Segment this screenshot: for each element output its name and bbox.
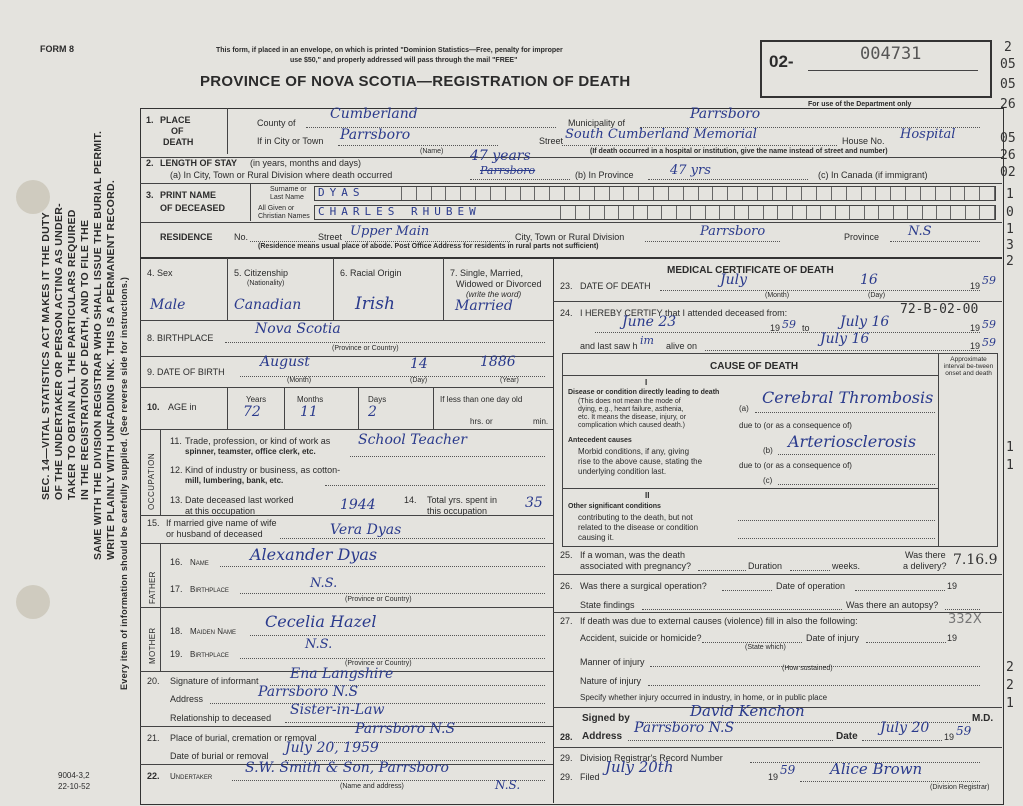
side-instructions-3: TAKER TO OBTAIN ALL THE PARTICULARS REQUIRED xyxy=(66,209,78,500)
last-worked-label-1: Date deceased last worked xyxy=(185,495,294,505)
margin-code-3: 05 xyxy=(1000,77,1016,92)
undertaker-value: S.W. Smith & Son, Parrsboro xyxy=(245,760,449,776)
informant-value: Ena Langshire xyxy=(290,666,394,682)
res-province-label: Province xyxy=(844,232,880,242)
res-city-value: Parrsboro xyxy=(700,224,766,239)
disease-label-4: etc. It means the disease, injury, or xyxy=(578,414,687,421)
date-death-label: DATE OF DEATH xyxy=(580,281,651,291)
given-caption: All Given or xyxy=(258,205,295,212)
antecedent-label-3: rise to the above cause, stating the xyxy=(578,457,703,466)
mother-birth-value: N.S. xyxy=(305,637,333,652)
item-number-18: 18. xyxy=(170,626,183,636)
interval-caption: Approximate interval be-tween onset and death xyxy=(943,356,994,377)
burial-value: Parrsboro N.S xyxy=(355,721,456,737)
md-label: M.D. xyxy=(972,713,994,724)
delivery-label-2: a delivery? xyxy=(903,561,947,571)
registration-prefix: 02- xyxy=(769,52,794,71)
punch-hole-bottom xyxy=(16,585,50,619)
filed-value: July 20th xyxy=(605,758,674,776)
item-number-20: 20. xyxy=(147,676,160,686)
mother-birth-caption: (Province or Country) xyxy=(345,660,412,667)
registration-number: 004731 xyxy=(860,44,922,64)
due-to-label-2: due to (or as a consequence of) xyxy=(739,461,852,470)
annotation-value: 332X xyxy=(948,612,982,627)
margin-code-16: 2 xyxy=(1006,678,1014,693)
dob-year: 1886 xyxy=(480,354,516,370)
margin-code-7: 02 xyxy=(1000,165,1016,180)
age-label: AGE in xyxy=(168,402,197,412)
burial-date-value: July 20, 1959 xyxy=(285,740,379,756)
total-yrs-label-1: Total yrs. spent in xyxy=(427,495,498,505)
other-label-2: contributing to the death, but not xyxy=(578,513,693,522)
operation-year-prefix: 19 xyxy=(947,581,958,591)
margin-code-6: 26 xyxy=(1000,148,1016,163)
death-month-value: July xyxy=(720,272,748,288)
address-28-value: Parrsboro N.S xyxy=(634,720,735,736)
surgical-label: Was there a surgical operation? xyxy=(580,581,707,591)
disease-label-1: Disease or condition directly leading to death xyxy=(568,389,720,396)
street-label: Street xyxy=(539,136,564,146)
of-label: OF xyxy=(171,126,184,136)
father-vertical-label: FATHER xyxy=(148,571,157,604)
sex-label: 4. Sex xyxy=(147,268,173,278)
item-number-21: 21. xyxy=(147,733,160,743)
item-number-12: 12. xyxy=(170,465,183,475)
other-label-4: causing it. xyxy=(578,533,615,542)
item-number-11: 11. xyxy=(170,436,182,446)
margin-code-14: 1 xyxy=(1006,458,1014,473)
death-day-caption: (Day) xyxy=(868,292,886,299)
address-28-label: Address xyxy=(582,731,623,742)
to-year-value: 59 xyxy=(982,318,996,331)
margin-code-12: 2 xyxy=(1006,254,1014,269)
item-number-15: 15. xyxy=(147,518,160,528)
item-number-27: 27. xyxy=(560,616,573,626)
residence-label: RESIDENCE xyxy=(160,232,213,242)
total-yrs-value: 35 xyxy=(525,495,543,511)
res-no-label: No. xyxy=(234,232,249,242)
disease-label-3: dying, e.g., heart failure, asthenia, xyxy=(578,406,684,413)
stay-a-value: 47 years xyxy=(470,148,531,164)
roman-two: II xyxy=(645,491,650,500)
footer-code-1: 9004-3,2 xyxy=(58,771,90,780)
item-number-1: 1. xyxy=(146,115,154,125)
age-years-caption: Years xyxy=(246,395,267,404)
of-deceased-label: OF DECEASED xyxy=(160,203,226,213)
item-number-24: 24. xyxy=(560,308,573,318)
marital-value: Married xyxy=(455,298,513,314)
item-number-28: 28. xyxy=(560,732,573,742)
last-saw-label: and last saw h xyxy=(580,341,638,351)
dob-label: 9. DATE OF BIRTH xyxy=(147,367,225,377)
side-instructions-7: Every item of information should be carefully supplied. (See reverse side for instructions.) xyxy=(119,276,129,690)
informant-address-value: Parrsboro N.S xyxy=(258,684,359,700)
item-number-2: 2. xyxy=(146,158,154,168)
age-days-value: 2 xyxy=(368,404,377,420)
last-name-caption: Last Name xyxy=(270,194,304,201)
father-name-value: Alexander Dyas xyxy=(250,545,378,564)
marital-label-1: 7. Single, Married, xyxy=(450,268,524,278)
age-days-caption: Days xyxy=(368,395,387,404)
footer-code-2: 22-10-52 xyxy=(58,782,91,791)
relationship-value: Sister-in-Law xyxy=(290,702,385,718)
mail-notice-2: use $50," and properly addressed will pass through the mail "FREE" xyxy=(290,57,518,64)
division-registrar-caption: (Division Registrar) xyxy=(930,784,990,791)
street-value: South Cumberland Memorial xyxy=(565,127,757,142)
item-number-14: 14. xyxy=(404,495,417,505)
alive-prefix-value: im xyxy=(640,334,654,347)
death-label: DEATH xyxy=(163,137,194,147)
date-28-year-prefix: 19 xyxy=(944,732,955,742)
state-which-caption: (State which) xyxy=(745,644,786,651)
stamp-code: 72-B-02-00 xyxy=(900,302,979,317)
woman-label-2: associated with pregnancy? xyxy=(580,561,692,571)
undertaker-label: Undertaker xyxy=(170,772,213,781)
city-label: If in City or Town xyxy=(257,136,324,146)
signed-label: Signed by xyxy=(582,713,630,724)
burial-label: Place of burial, cremation or removal xyxy=(170,733,317,743)
death-day-value: 16 xyxy=(860,272,878,288)
father-birth-caption: (Province or Country) xyxy=(345,596,412,603)
date-28-value: July 20 xyxy=(880,720,930,736)
county-label: County of xyxy=(257,118,296,128)
dob-day: 14 xyxy=(410,356,428,372)
antecedent-label-4: underlying condition last. xyxy=(578,467,667,476)
punch-hole-top xyxy=(16,180,50,214)
item-number-19: 19. xyxy=(170,649,183,659)
alive-on-value: July 16 xyxy=(820,331,870,347)
roman-one: I xyxy=(645,378,648,387)
alive-year-prefix: 19 xyxy=(970,341,981,351)
birthplace-label: 8. BIRTHPLACE xyxy=(147,333,214,343)
item-number-10: 10. xyxy=(147,402,160,412)
due-to-label-1: due to (or as a consequence of) xyxy=(739,421,852,430)
to-year-prefix: 19 xyxy=(970,323,981,333)
side-instructions-5: SAME WITH THE DIVISION REGISTRAR WHO SHALL ISSUE THE BURIAL PERMIT. xyxy=(92,130,104,560)
citizenship-value: Canadian xyxy=(234,297,302,313)
marital-caption: (write the word) xyxy=(466,290,522,299)
nature-label: Nature of injury xyxy=(580,676,642,686)
medical-certificate-title: MEDICAL CERTIFICATE OF DEATH xyxy=(667,265,834,276)
res-street-value: Upper Main xyxy=(350,224,430,239)
margin-code-5: 05 xyxy=(1000,131,1016,146)
place-label: PLACE xyxy=(160,115,191,125)
surname-value: DYAS xyxy=(315,187,402,200)
mother-birth-label: Birthplace xyxy=(190,650,229,659)
print-name-label: PRINT NAME xyxy=(160,190,216,200)
attended-to-value: July 16 xyxy=(840,314,890,330)
item-number-23: 23. xyxy=(560,281,573,291)
undertaker-caption: (Name and address) xyxy=(340,783,404,790)
margin-code-2: 05 xyxy=(1000,57,1016,72)
cause-b-value: Arteriosclerosis xyxy=(788,432,917,451)
age-years-value: 72 xyxy=(243,404,261,420)
disease-label-5: complication which caused death.) xyxy=(578,422,686,429)
surname-boxes xyxy=(314,186,996,201)
antecedent-label-2: Morbid conditions, if any, giving xyxy=(578,447,690,456)
industry-label-1: Kind of industry or business, as cotton- xyxy=(185,465,341,475)
wife-value: Vera Dyas xyxy=(330,522,402,538)
date-28-label: Date xyxy=(836,731,858,742)
weeks-label: weeks. xyxy=(832,561,861,571)
item-number-25: 25. xyxy=(560,550,573,560)
date-operation-label: Date of operation xyxy=(776,581,846,591)
institution-note: (If death occurred in a hospital or institution, give the name instead of street and number) xyxy=(590,148,888,155)
occupation-vertical-label: OCCUPATION xyxy=(147,452,156,510)
side-instructions-1: SEC. 14—VITAL STATISTICS ACT MAKES IT THE DUTY xyxy=(40,212,52,500)
delivery-value: 7.16.9 xyxy=(953,552,998,568)
side-instructions-2: OF THE UNDERTAKER OR PERSON ACTING AS UNDER- xyxy=(53,203,65,500)
date-28-year-value: 59 xyxy=(956,724,972,738)
item-number-13: 13. xyxy=(170,495,183,505)
sex-value: Male xyxy=(150,297,186,313)
trade-value: School Teacher xyxy=(358,432,467,448)
alive-on-label: alive on xyxy=(666,341,698,351)
side-instructions-4: IN THE REGISTRATION OF DEATH, AND TO FILE THE xyxy=(79,219,91,500)
death-year-prefix: 19 xyxy=(970,281,981,291)
autopsy-label: Was there an autopsy? xyxy=(846,600,939,610)
attended-from-value: June 23 xyxy=(622,314,677,330)
father-birth-value: N.S. xyxy=(310,576,338,591)
date-injury-label: Date of injury xyxy=(806,633,860,643)
total-yrs-label-2: this occupation xyxy=(427,506,488,516)
margin-code-8: 1 xyxy=(1006,187,1014,202)
delivery-label-1: Was there xyxy=(905,550,946,560)
margin-code-9: 0 xyxy=(1006,205,1014,220)
manner-label: Manner of injury xyxy=(580,657,645,667)
dob-month: August xyxy=(260,354,310,370)
accident-label: Accident, suicide or homicide? xyxy=(580,633,702,643)
margin-code-17: 1 xyxy=(1006,696,1014,711)
birthplace-value: Nova Scotia xyxy=(255,321,341,337)
wife-label-2: or husband of deceased xyxy=(166,529,263,539)
filed-label: Filed xyxy=(580,772,600,782)
res-street-label: Street xyxy=(318,232,343,242)
racial-label: 6. Racial Origin xyxy=(340,268,402,278)
margin-code-11: 3 xyxy=(1006,238,1014,253)
external-label: If death was due to external causes (violence) fill in also the following: xyxy=(580,616,858,626)
informant-label: Signature of informant xyxy=(170,676,259,686)
informant-address-label: Address xyxy=(170,694,204,704)
side-instructions-6: WRITE PLAINLY WITH UNFADING INK. THIS IS A PERMANENT RECORD. xyxy=(105,179,117,560)
from-year-value: 59 xyxy=(782,318,796,331)
industry-label-2: mill, lumbering, bank, etc. xyxy=(185,476,284,485)
stay-b-label: (b) In Province xyxy=(575,170,634,180)
duration-label: Duration xyxy=(748,561,783,571)
age-months-caption: Months xyxy=(297,395,324,404)
department-use-label: For use of the Department only xyxy=(808,101,912,108)
stay-label: LENGTH OF STAY xyxy=(160,158,238,168)
margin-code-13: 1 xyxy=(1006,440,1014,455)
to-label: to xyxy=(802,323,810,333)
house-value: Hospital xyxy=(900,127,956,142)
form-number: FORM 8 xyxy=(40,44,75,54)
filed-year-value: 59 xyxy=(780,763,796,777)
death-month-caption: (Month) xyxy=(765,292,790,299)
alive-year-value: 59 xyxy=(982,336,996,349)
mother-vertical-label: MOTHER xyxy=(148,627,157,664)
racial-value: Irish xyxy=(355,294,395,314)
death-year-value: 59 xyxy=(982,274,996,287)
min-caption: min. xyxy=(533,417,549,426)
given-value: CHARLES RHUBEW xyxy=(315,206,561,219)
dob-year-caption: (Year) xyxy=(500,377,519,384)
stay-sub-label: (in years, months and days) xyxy=(250,158,362,168)
age-months-value: 11 xyxy=(300,404,318,420)
margin-code-4: 26 xyxy=(1000,97,1016,112)
item-number-17: 17. xyxy=(170,584,183,594)
less-day-caption: If less than one day old xyxy=(440,395,523,404)
filed-year-prefix: 19 xyxy=(768,772,779,782)
cause-of-death-title: CAUSE OF DEATH xyxy=(710,361,799,372)
house-no-label: House No. xyxy=(842,136,885,146)
mail-notice-1: This form, if placed in an envelope, on which is printed "Dominion Statistics—Free, penalty for improper xyxy=(216,47,563,54)
mother-name-value: Cecelia Hazel xyxy=(265,612,377,631)
last-worked-value: 1944 xyxy=(340,497,376,513)
signed-value: David Kenchon xyxy=(690,702,805,720)
nationality-caption: (Nationality) xyxy=(247,280,285,287)
trade-label-2: spinner, teamster, office clerk, etc. xyxy=(185,447,316,456)
division-label: Division Registrar's Record Number xyxy=(580,753,723,763)
woman-label-1: If a woman, was the death xyxy=(580,550,686,560)
cause-c-label: (c) xyxy=(763,476,773,485)
hrs-caption: hrs. or xyxy=(470,417,493,426)
municipality-value: Parrsboro xyxy=(690,106,761,122)
specify-label xyxy=(580,693,827,702)
item-number-16: 16. xyxy=(170,557,183,567)
margin-code-10: 1 xyxy=(1006,222,1014,237)
state-findings-label: State findings xyxy=(580,600,635,610)
mother-name-label: Maiden Name xyxy=(190,627,237,636)
dob-month-caption: (Month) xyxy=(287,377,312,384)
item-number-29: 29. xyxy=(560,772,573,782)
stay-c-label: (c) In Canada (if immigrant) xyxy=(818,170,928,180)
disease-label-2: (This does not mean the mode of xyxy=(578,398,681,405)
surname-caption: Surname or xyxy=(270,186,307,193)
birthplace-caption: (Province or Country) xyxy=(332,345,399,352)
dob-day-caption: (Day) xyxy=(410,377,428,384)
municipality-label: Municipality of xyxy=(568,118,626,128)
how-sustained-caption: (How sustained) xyxy=(782,665,833,672)
marital-label-2: Widowed or Divorced xyxy=(456,279,542,289)
father-birth-label: Birthplace xyxy=(190,585,229,594)
injury-year-prefix: 19 xyxy=(947,633,958,643)
res-province-value: N.S xyxy=(908,224,932,239)
antecedent-label-1: Antecedent causes xyxy=(568,437,632,444)
relationship-label: Relationship to deceased xyxy=(170,713,272,723)
certify-label: I HEREBY CERTIFY that I attended deceased from: xyxy=(580,308,788,318)
undertaker-value-2: N.S. xyxy=(495,778,521,792)
item-number-3: 3. xyxy=(146,190,154,200)
stay-a-label: (a) In City, Town or Rural Division where death occurred xyxy=(170,170,393,180)
item-number-22: 22. xyxy=(147,771,160,781)
specify-text: Specify whether injury occurred in industry, in home, or in public place xyxy=(580,693,828,702)
residence-note: (Residence means usual place of abode. Post Office Address for residents in rural parts not sufficient) xyxy=(258,243,599,250)
burial-date-label: Date of burial or removal xyxy=(170,751,269,761)
from-year-prefix: 19 xyxy=(770,323,781,333)
trade-label-1: Trade, profession, or kind of work as xyxy=(185,436,331,446)
stay-a-struck: Parrsboro xyxy=(480,164,536,177)
cause-a-label: (a) xyxy=(739,404,749,413)
other-label-3: related to the disease or condition xyxy=(578,523,699,532)
county-value: Cumberland xyxy=(330,106,418,122)
christian-caption: Christian Names xyxy=(258,213,310,220)
item-number-26: 26. xyxy=(560,581,573,591)
margin-code-1: 2 xyxy=(1004,40,1012,55)
last-worked-label-2: at this occupation xyxy=(185,506,256,516)
cause-a-value: Cerebral Thrombosis xyxy=(762,388,934,407)
wife-label-1: If married give name of wife xyxy=(166,518,277,528)
registrar-value: Alice Brown xyxy=(830,760,923,778)
margin-code-15: 2 xyxy=(1006,660,1014,675)
given-name-boxes xyxy=(314,205,996,220)
name-caption: (Name) xyxy=(420,148,444,155)
cause-b-label: (b) xyxy=(763,446,773,455)
father-name-label: Name xyxy=(190,558,209,567)
stay-b-value: 47 yrs xyxy=(670,163,711,178)
division-label-number: 29. xyxy=(560,753,573,763)
other-label-1: Other significant conditions xyxy=(568,503,661,510)
citizenship-label: 5. Citizenship xyxy=(234,268,289,278)
form-title: PROVINCE OF NOVA SCOTIA—REGISTRATION OF DEATH xyxy=(200,73,631,90)
res-city-label: City, Town or Rural Division xyxy=(515,232,625,242)
city-value: Parrsboro xyxy=(340,127,411,143)
